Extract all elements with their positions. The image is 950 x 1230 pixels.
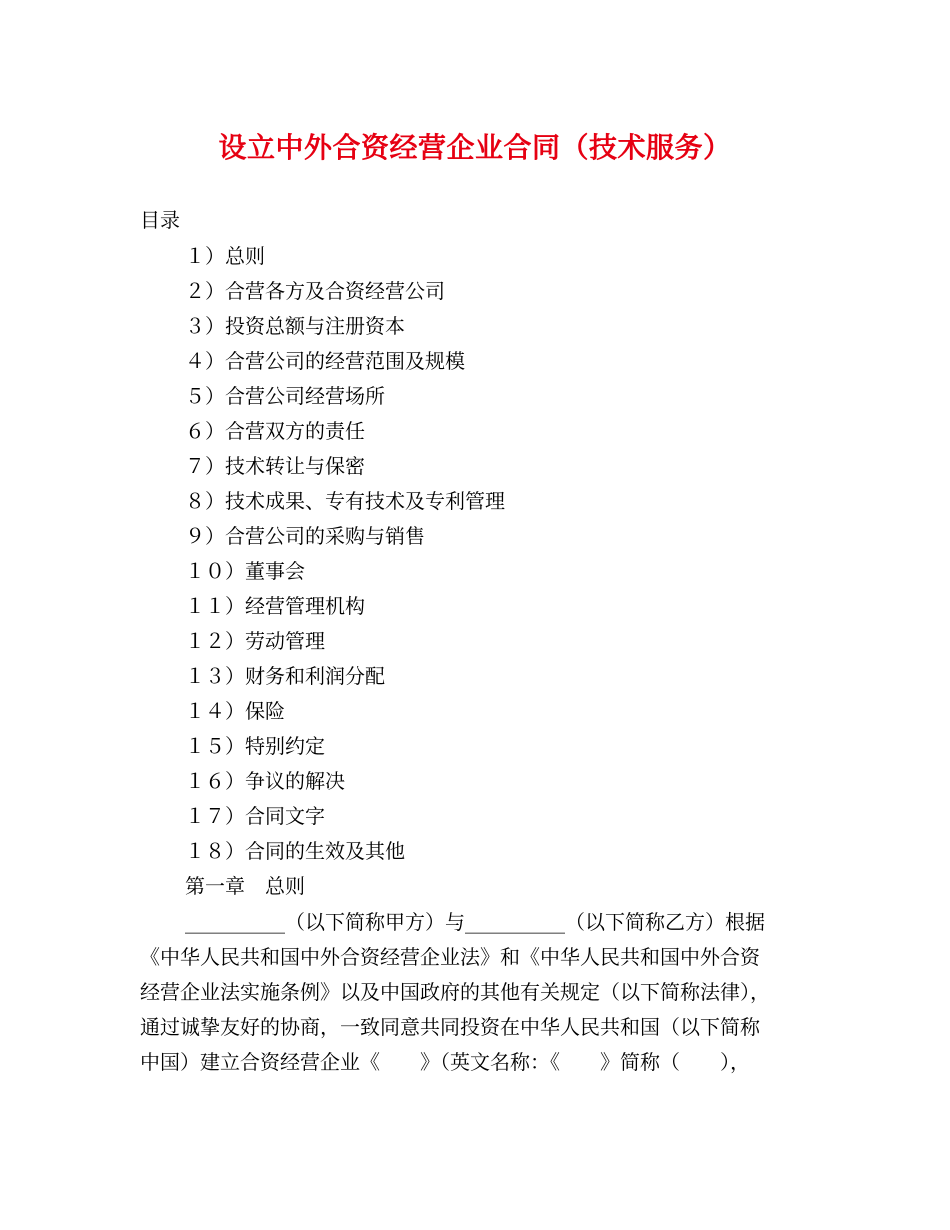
toc-item: ６）合营双方的责任 bbox=[185, 419, 365, 443]
body-line: 经营企业法实施条例》以及中国政府的其他有关规定（以下简称法律）， bbox=[140, 980, 770, 1004]
toc-item: １５）特别约定 bbox=[185, 734, 325, 758]
toc-item: １２）劳动管理 bbox=[185, 629, 325, 653]
toc-item: １７）合同文字 bbox=[185, 804, 325, 828]
toc-item: １０）董事会 bbox=[185, 559, 305, 583]
chapter-heading: 第一章 总则 bbox=[185, 874, 305, 898]
toc-item: １４）保险 bbox=[185, 699, 285, 723]
toc-item: ８）技术成果、专有技术及专利管理 bbox=[185, 489, 505, 513]
body-line: __________（以下简称甲方）与__________（以下简称乙方）根据 bbox=[185, 910, 765, 934]
toc-item: ３）投资总额与注册资本 bbox=[185, 314, 405, 338]
toc-item: ９）合营公司的采购与销售 bbox=[185, 524, 425, 548]
body-line: 中国）建立合资经营企业《 》（英文名称：《 》简称（ ）， bbox=[140, 1050, 750, 1074]
toc-item: ５）合营公司经营场所 bbox=[185, 384, 385, 408]
toc-item: １１）经营管理机构 bbox=[185, 594, 365, 618]
toc-item: １）总则 bbox=[185, 244, 265, 268]
body-line: 《中华人民共和国中外合资经营企业法》和《中华人民共和国中外合资 bbox=[140, 945, 760, 969]
body-paragraph bbox=[140, 905, 830, 1080]
toc-item: ４）合营公司的经营范围及规模 bbox=[185, 349, 465, 373]
toc-item: １６）争议的解决 bbox=[185, 769, 345, 793]
toc-list bbox=[185, 239, 505, 869]
toc-heading: 目录 bbox=[140, 208, 180, 232]
toc-item: １３）财务和利润分配 bbox=[185, 664, 385, 688]
toc-item: ２）合营各方及合资经营公司 bbox=[185, 279, 445, 303]
body-line: 通过诚挚友好的协商，一致同意共同投资在中华人民共和国（以下简称 bbox=[140, 1015, 760, 1039]
document-title: 设立中外合资经营企业合同（技术服务） bbox=[218, 131, 732, 164]
toc-item: ７）技术转让与保密 bbox=[185, 454, 365, 478]
toc-item: １８）合同的生效及其他 bbox=[185, 839, 405, 863]
